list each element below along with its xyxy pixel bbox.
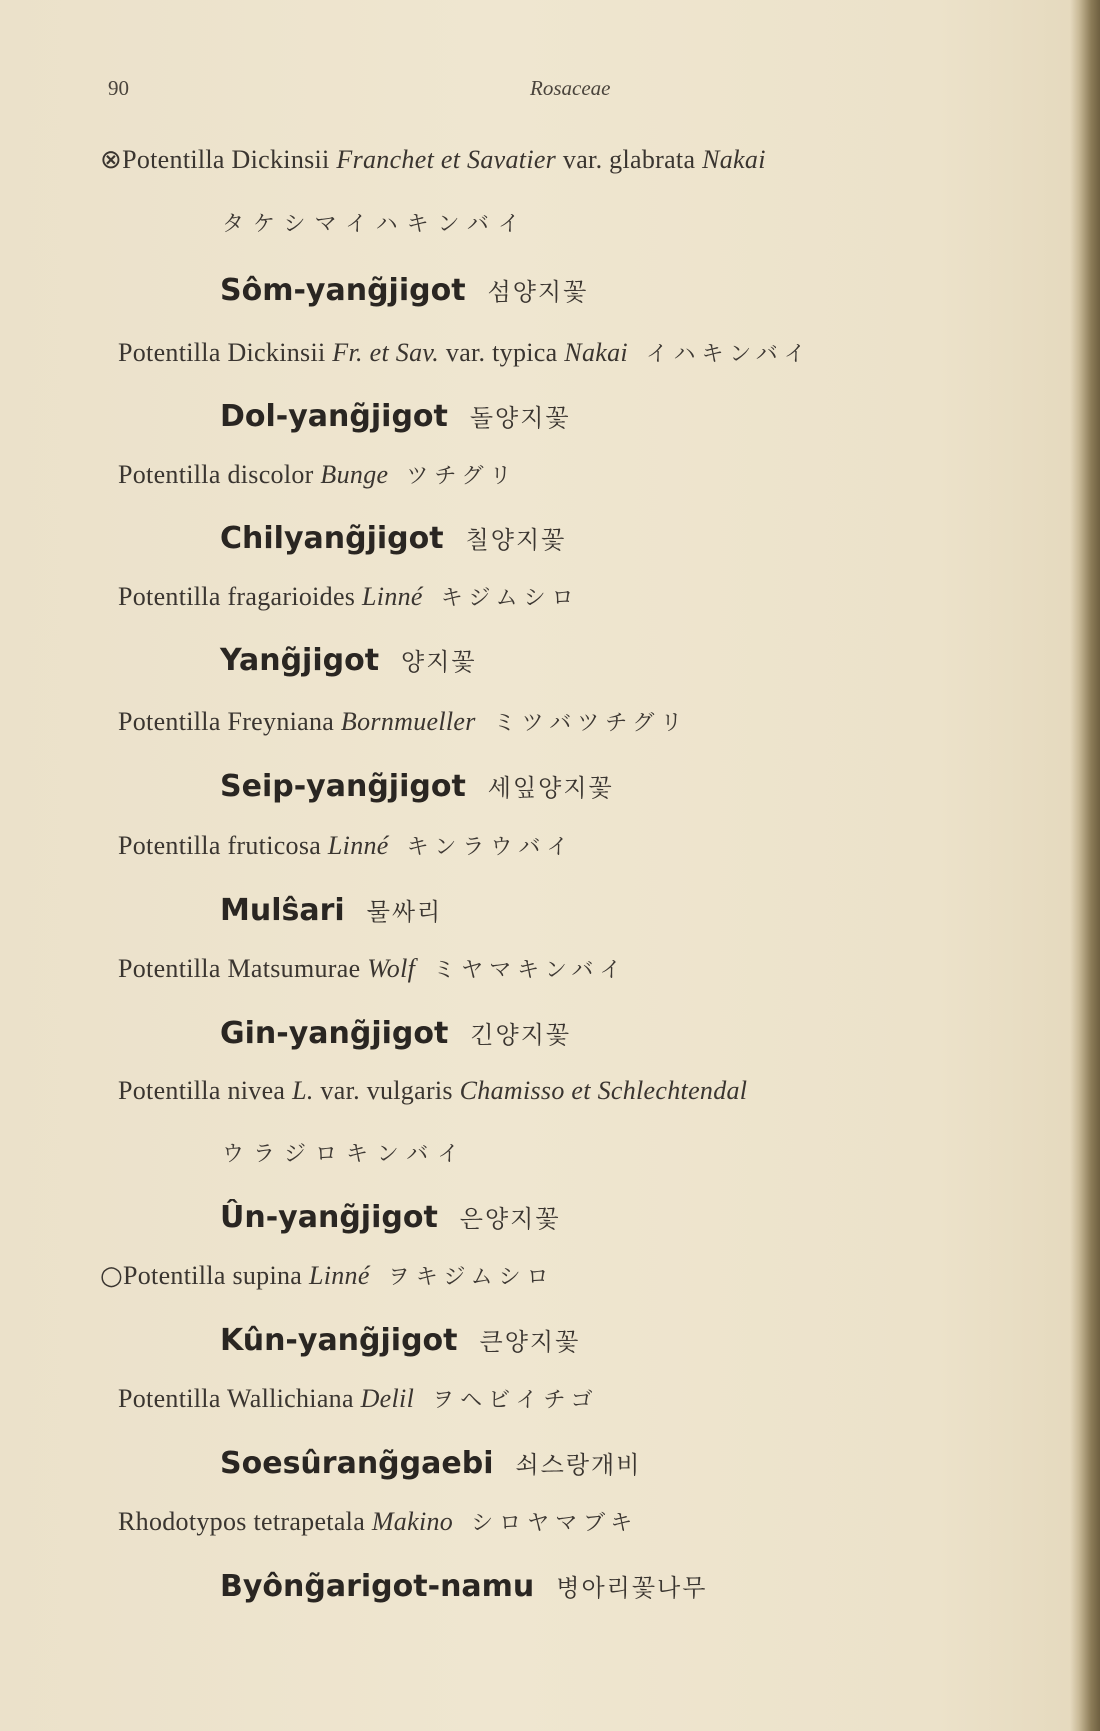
korean-romanized-name: Gin-yang̃jigot [220,1016,449,1051]
korean-name-line [0,1568,1100,1604]
japanese-name: ツチグリ [406,464,518,489]
korean-romanized-name: Ûn-yang̃jigot [220,1200,438,1235]
korean-hangul-name: 세잎양지꽃 [487,774,614,802]
scientific-name-line [0,1260,1100,1291]
korean-romanized-name: Mulŝari [220,893,345,928]
korean-name-line [0,272,1100,308]
japanese-name: イハキンバイ [645,342,812,367]
korean-hangul-name: 병아리꽃나무 [556,1574,708,1602]
variety-author: Chamisso et Schlechtendal [459,1076,748,1105]
latin-name: Rhodotypos tetrapetala [118,1507,372,1536]
status-mark: ⊗ [100,145,123,175]
page-number: 90 [108,76,129,100]
korean-hangul-name: 물싸리 [366,898,443,926]
korean-name-line [0,768,1100,804]
korean-romanized-name: Kûn-yang̃jigot [220,1323,458,1358]
latin-name: Potentilla Wallichiana [118,1384,361,1413]
korean-romanized-name: Seip-yang̃jigot [220,769,466,804]
korean-name-line [0,520,1100,556]
korean-name-line [0,642,1100,678]
korean-romanized-name: Dol-yang̃jigot [220,399,448,434]
japanese-name: シロヤマブキ [471,1511,639,1536]
latin-name: Potentilla Dickinsii [118,338,333,367]
korean-name-line [0,398,1100,434]
variety-author: Nakai [564,338,628,367]
korean-hangul-name: 은양지꽃 [459,1205,561,1233]
korean-hangul-name: 칠양지꽃 [465,526,567,554]
status-mark: ○ [100,1261,123,1291]
author-name: Wolf [367,954,416,983]
author-name: Linné [327,831,389,860]
latin-name: Potentilla supina [123,1261,309,1290]
scientific-name-line [0,706,1100,737]
latin-name: Potentilla fruticosa [118,831,328,860]
variety-name: var. glabrata [556,145,703,174]
author-name: Linné [362,582,423,611]
variety-name: var. vulgaris [313,1076,460,1105]
latin-name: Potentilla discolor [118,460,321,489]
korean-name-line [0,1015,1100,1051]
page-header [0,76,1100,106]
scientific-name-line [0,953,1100,984]
korean-name-line [0,1322,1100,1358]
korean-name-line [0,1199,1100,1235]
scientific-name-line [0,145,1100,175]
scientific-name-line [0,1506,1100,1537]
japanese-name: キジムシロ [440,586,580,611]
japanese-name-line [0,1137,1100,1168]
korean-romanized-name: Byông̃arigot-namu [220,1569,535,1604]
latin-name: Potentilla Freyniana [118,707,341,736]
korean-romanized-name: Sôm-yang̃jigot [220,273,466,308]
japanese-name-line [0,207,1100,238]
latin-name: Potentilla Matsumurae [118,954,368,983]
korean-romanized-name: Yang̃jigot [220,643,380,678]
korean-hangul-name: 쇠스랑개비 [515,1451,642,1479]
author-name: Bunge [320,460,389,489]
author-name: Franchet et Savatier [336,145,557,174]
scientific-name-line [0,830,1100,861]
japanese-name: ヲキジムシロ [387,1265,555,1290]
author-name: L. [292,1076,314,1105]
author-name: Makino [371,1507,454,1536]
scientific-name-line [0,1383,1100,1414]
variety-author: Nakai [702,145,766,174]
latin-name: Potentilla nivea [118,1076,293,1105]
korean-romanized-name: Soesûrang̃gaebi [220,1446,494,1481]
running-head: Rosaceae [530,76,611,100]
author-name: Bornmueller [340,707,476,736]
author-name: Linné [308,1261,370,1290]
scientific-name-line [0,459,1100,490]
korean-romanized-name: Chilyang̃jigot [220,521,444,556]
japanese-name: キンラウバイ [406,835,575,860]
japanese-name: ヲヘビイチゴ [432,1388,599,1413]
scientific-name-line [0,581,1100,612]
korean-hangul-name: 긴양지꽃 [470,1021,572,1049]
latin-name: Potentilla fragarioides [118,582,363,611]
korean-hangul-name: 섬양지꽃 [487,278,589,306]
japanese-name: ミツバツチグリ [493,711,689,736]
korean-hangul-name: 양지꽃 [401,648,477,676]
scientific-name-line [0,1076,1100,1106]
variety-name: var. typica [439,338,565,367]
japanese-name: タケシマイハキンバイ [222,212,529,237]
korean-name-line [0,892,1100,928]
japanese-name: ウラジロキンバイ [222,1142,469,1167]
japanese-name: ミヤマキンバイ [433,958,628,983]
scientific-name-line [0,337,1100,368]
korean-hangul-name: 큰양지꽃 [479,1328,581,1356]
latin-name: Potentilla Dickinsii [122,145,337,174]
author-name: Fr. et Sav. [332,338,440,367]
author-name: Delil [360,1384,415,1413]
korean-name-line [0,1445,1100,1481]
korean-hangul-name: 돌양지꽃 [469,404,571,432]
